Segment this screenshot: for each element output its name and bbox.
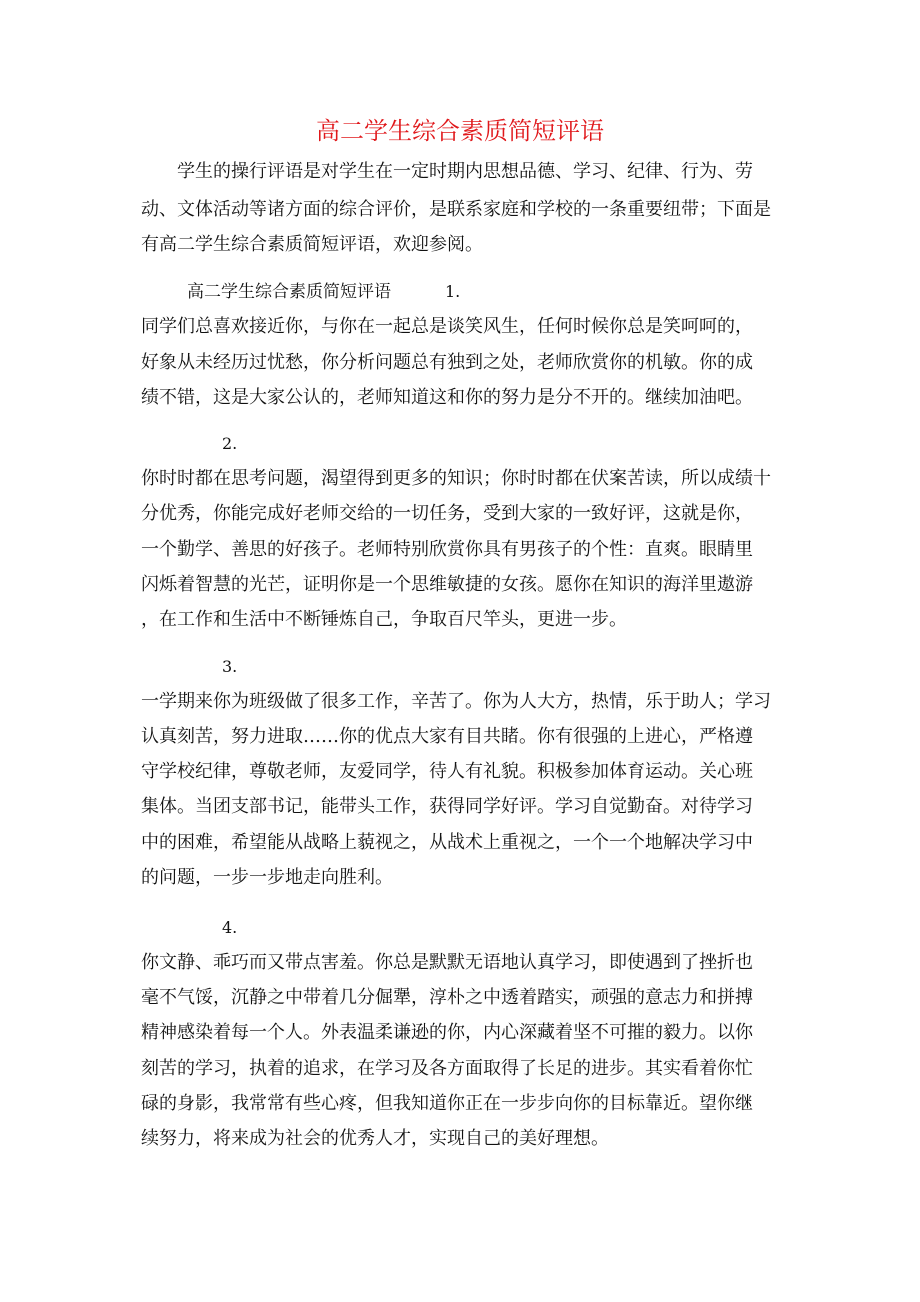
item-line: 认真刻苦，努力进取……你的优点大家有目共睹。你有很强的上进心，严格遵 <box>141 726 753 747</box>
item-line: 一个勤学、善思的好孩子。老师特别欣赏你具有男孩子的个性：直爽。眼睛里 <box>141 539 753 560</box>
item-number: 1. <box>445 282 461 301</box>
item-line: ，在工作和生活中不断锤炼自己，争取百尺竿头，更进一步。 <box>141 609 627 630</box>
item-line: 守学校纪律，尊敬老师，友爱同学，待人有礼貌。积极参加体育运动。关心班 <box>141 761 753 782</box>
item-line: 的问题，一步一步地走向胜利。 <box>141 867 393 888</box>
intro-line: 有高二学生综合素质简短评语，欢迎参阅。 <box>141 234 483 255</box>
item-line: 刻苦的学习，执着的追求，在学习及各方面取得了长足的进步。其实看着你忙 <box>141 1058 753 1079</box>
item-line: 碌的身影，我常常有些心疼，但我知道你正在一步步向你的目标靠近。望你继 <box>141 1093 753 1114</box>
item-line: 闪烁着智慧的光芒，证明你是一个思维敏捷的女孩。愿你在知识的海洋里遨游 <box>141 574 753 595</box>
item-line: 精神感染着每一个人。外表温柔谦逊的你，内心深藏着坚不可摧的毅力。以你 <box>141 1022 753 1043</box>
item-number: 3. <box>222 657 238 676</box>
section-subheading: 高二学生综合素质简短评语 <box>187 282 391 302</box>
item-line: 分优秀，你能完成好老师交给的一切任务，受到大家的一致好评，这就是你， <box>141 503 753 524</box>
intro-line: 动、文体活动等诸方面的综合评价，是联系家庭和学校的一条重要纽带；下面是 <box>141 199 771 220</box>
item-line: 你文静、乖巧而又带点害羞。你总是默默无语地认真学习，即使遇到了挫折也 <box>141 952 753 973</box>
item-line: 你时时都在思考问题，渴望得到更多的知识；你时时都在伏案苦读，所以成绩十 <box>141 468 771 489</box>
item-line: 一学期来你为班级做了很多工作，辛苦了。你为人大方，热情，乐于助人；学习 <box>141 691 771 712</box>
item-line: 毫不气馁，沉静之中带着几分倔犟，淳朴之中透着踏实，顽强的意志力和拼搏 <box>141 987 753 1008</box>
item-line: 好象从未经历过忧愁，你分析问题总有独到之处，老师欣赏你的机敏。你的成 <box>141 352 753 373</box>
item-line: 同学们总喜欢接近你，与你在一起总是谈笑风生，任何时候你总是笑呵呵的， <box>141 316 753 337</box>
item-line: 集体。当团支部书记，能带头工作，获得同学好评。学习自觉勤奋。对待学习 <box>141 796 753 817</box>
item-line: 中的困难，希望能从战略上藐视之，从战术上重视之，一个一个地解决学习中 <box>141 832 753 853</box>
intro-line: 学生的操行评语是对学生在一定时期内思想品德、学习、纪律、行为、劳 <box>177 161 753 182</box>
item-line: 绩不错，这是大家公认的，老师知道这和你的努力是分不开的。继续加油吧。 <box>141 387 753 408</box>
document-title: 高二学生综合素质简短评语 <box>316 117 604 145</box>
item-number: 4. <box>222 918 238 937</box>
item-line: 续努力，将来成为社会的优秀人才，实现自己的美好理想。 <box>141 1128 609 1149</box>
item-number: 2. <box>222 434 238 453</box>
